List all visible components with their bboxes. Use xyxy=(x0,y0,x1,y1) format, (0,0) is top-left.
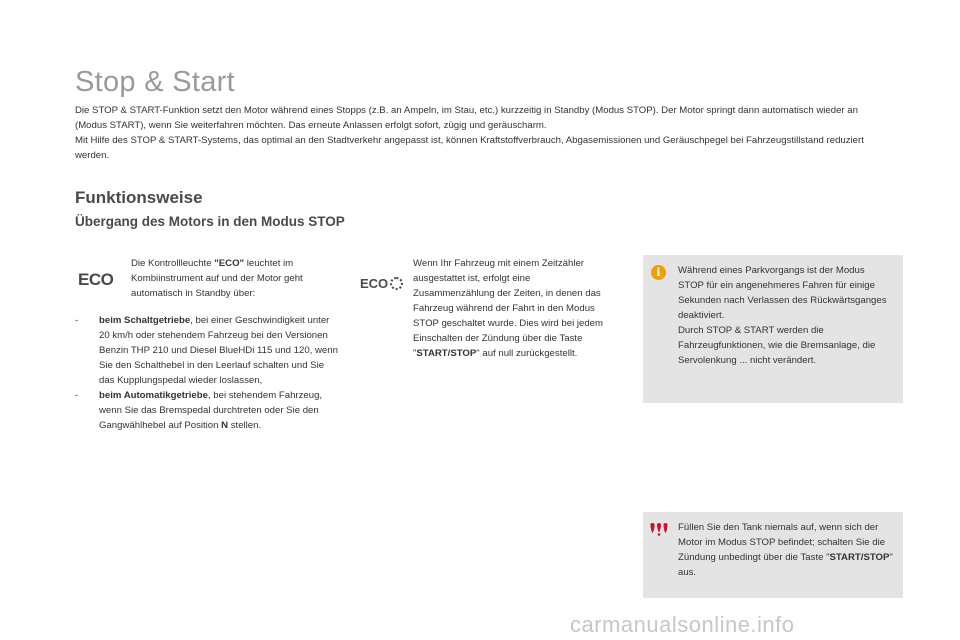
condition-list xyxy=(75,313,340,433)
eco-timer-icon xyxy=(360,276,403,291)
subsection-heading: Übergang des Motors in den Modus STOP xyxy=(75,214,345,229)
text-run: Füllen Sie den Tank niemals auf, wenn sich der Motor im Modus STOP befindet; schalten Sie die Zündung unbedingt über die Taste " xyxy=(678,522,886,563)
warning-text xyxy=(678,520,893,580)
list-item xyxy=(75,388,340,433)
intro-text xyxy=(75,103,875,163)
text-run: " auf null zurückgestellt. xyxy=(476,348,578,359)
list-item-term: beim Automatikgetriebe xyxy=(99,390,208,401)
list-item-text: , bei einer Geschwindigkeit unter 20 km/h oder stehendem Fahrzeug bei den Versionen Benzin THP 210 und Diesel BlueHDi 115 und 120, wenn Sie den Schalthebel in den Leerlauf schalten und Sie das Kupplungspedal wieder loslassen, xyxy=(99,315,338,386)
list-item xyxy=(75,313,340,388)
eco-timer-description xyxy=(413,256,613,361)
text-run: leuchtet im Kombiinstrument auf und der Motor geht automatisch in Standby über: xyxy=(131,258,303,299)
start-stop-label: START/STOP xyxy=(416,348,477,359)
text-run: Die Kontrollleuchte xyxy=(131,258,215,269)
info-icon: i xyxy=(651,265,666,280)
start-stop-label: START/STOP xyxy=(829,552,890,563)
intro-paragraph: Mit Hilfe des STOP & START-Systems, das optimal an den Stadtverkehr angepasst ist, können Kraftstoffverbrauch, Abgasemissionen und Geräuschpegel bei Fahrzeugstillstand reduziert werden. xyxy=(75,135,864,161)
eco-label: "ECO" xyxy=(214,258,245,269)
timer-icon xyxy=(390,277,403,290)
info-paragraph: Während eines Parkvorgangs ist der Modus STOP für ein angenehmeres Fahren für einige Sekunden nach Verlassen des Rückwärtsganges deaktiviert. xyxy=(678,265,887,321)
intro-paragraph: Die STOP & START-Funktion setzt den Motor während eines Stopps (z.B. an Ampeln, im Stau, etc.) kurzzeitig in Standby (Modus STOP). Der Motor springt dann automatisch wieder an (Modus START), wenn Sie weiterfahren möchten. Das erneute Anlassen erfolgt sofort, zügig und geräuscharm. xyxy=(75,105,858,131)
page-title: Stop & Start xyxy=(75,66,235,98)
bullet-dash: - xyxy=(75,390,79,401)
eco-label: ECO xyxy=(360,276,389,291)
watermark: carmanualsonline.info xyxy=(570,612,795,637)
gear-position: N xyxy=(221,420,229,431)
warning-icon xyxy=(650,522,668,536)
eco-indicator-icon: ECO xyxy=(78,270,114,289)
warning-box xyxy=(643,512,903,598)
text-run: " aus. xyxy=(678,552,893,578)
info-paragraph: Durch STOP & START werden die Fahrzeugfunktionen, wie die Bremsanlage, die Servolenkung ... nicht verändert. xyxy=(678,325,876,366)
section-heading: Funktionsweise xyxy=(75,188,203,207)
eco-indicator-description xyxy=(131,256,336,301)
info-box xyxy=(643,255,903,403)
list-item-term: beim Schaltgetriebe xyxy=(99,315,191,326)
bullet-dash: - xyxy=(75,315,79,326)
text-run: Wenn Ihr Fahrzeug mit einem Zeitzähler ausgestattet ist, erfolgt eine Zusammenzählung der Zeiten, in denen das Fahrzeug während der Fahrt in den Modus STOP geschaltet wurde. Dies wird bei jedem Einschalten der Zündung über die Taste " xyxy=(413,258,604,359)
info-text xyxy=(678,263,893,368)
list-item-text: , bei stehendem Fahrzeug, wenn Sie das Bremspedal durchtreten oder Sie den Gangwählhebel auf Position xyxy=(99,390,323,431)
list-item-text: stellen. xyxy=(228,420,262,431)
